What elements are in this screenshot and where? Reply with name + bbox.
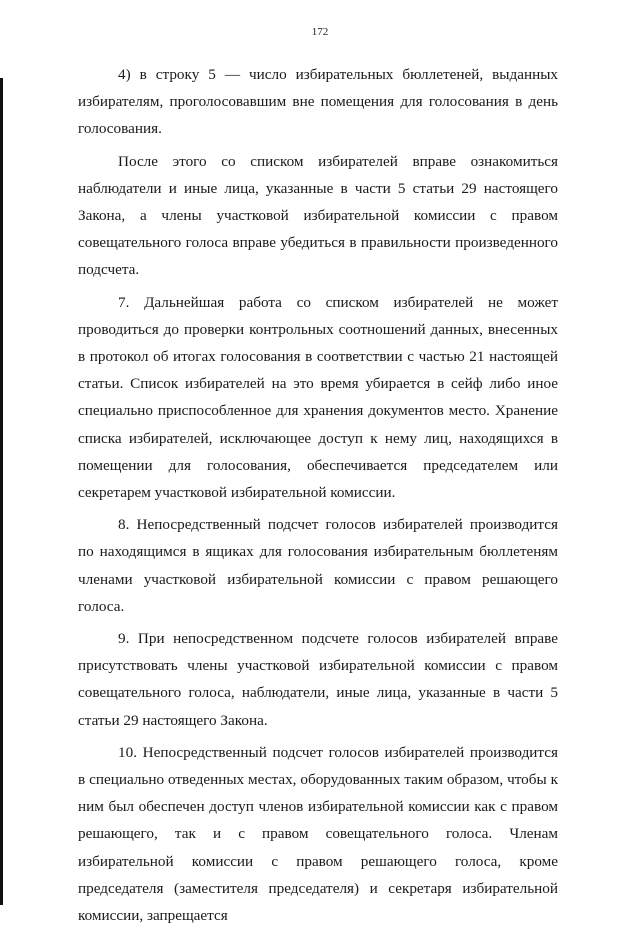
paragraph-part-8: 8. Непосредственный подсчет голосов избирателей производится по находящимся в ящиках для голосования избирательным бюллетеням членами участковой избирательной комиссии с правом решающего голоса.	[78, 516, 558, 615]
paragraph-item-4: 4) в строку 5 — число избирательных бюллетеней, выданных избирателям, проголосовавшим вне помещения для голосования в день голосования.	[78, 66, 558, 138]
paragraph-part-9: 9. При непосредственном подсчете голосов избирателей вправе присутствовать члены участковой избирательной комиссии с правом совещательного голоса, наблюдатели, иные лица, указанные в части 5 статьи 29 настоящего Закона.	[78, 630, 558, 729]
document-body	[78, 61, 558, 929]
paragraph-part-7: 7. Дальнейшая работа со списком избирателей не может проводиться до проверки контрольных соотношений данных, внесенных в протокол об итогах голосования в соответствии с частью 21 настоящей статьи. Список избирателей на это время убирается в сейф либо иное специально приспособленное для хранения документов место. Хранение списка избирателей, исключающее доступ к нему лиц, находящихся в помещении для голосования, обеспечивается председателем или секретарем участковой избирательной комиссии.	[78, 293, 558, 502]
page-number: 172	[311, 26, 329, 38]
paragraph-after-count: После этого со списком избирателей вправе ознакомиться наблюдатели и иные лица, указанные в части 5 статьи 29 настоящего Закона, а члены участковой избирательной комиссии с правом совещательного голоса вправе убедиться в правильности произведенного подсчета.	[78, 152, 558, 279]
scan-edge-shadow	[0, 78, 3, 905]
paragraph-part-10: 10. Непосредственный подсчет голосов избирателей производится в специально отведенных местах, оборудованных таким образом, чтобы к ним был обеспечен доступ членов избирательной комиссии как с правом решающего, так и с правом совещательного голоса. Членам избирательной комиссии с правом решающего голоса, кроме председателя (заместителя председателя) и секретаря избирательной комиссии, запрещается	[78, 743, 558, 925]
